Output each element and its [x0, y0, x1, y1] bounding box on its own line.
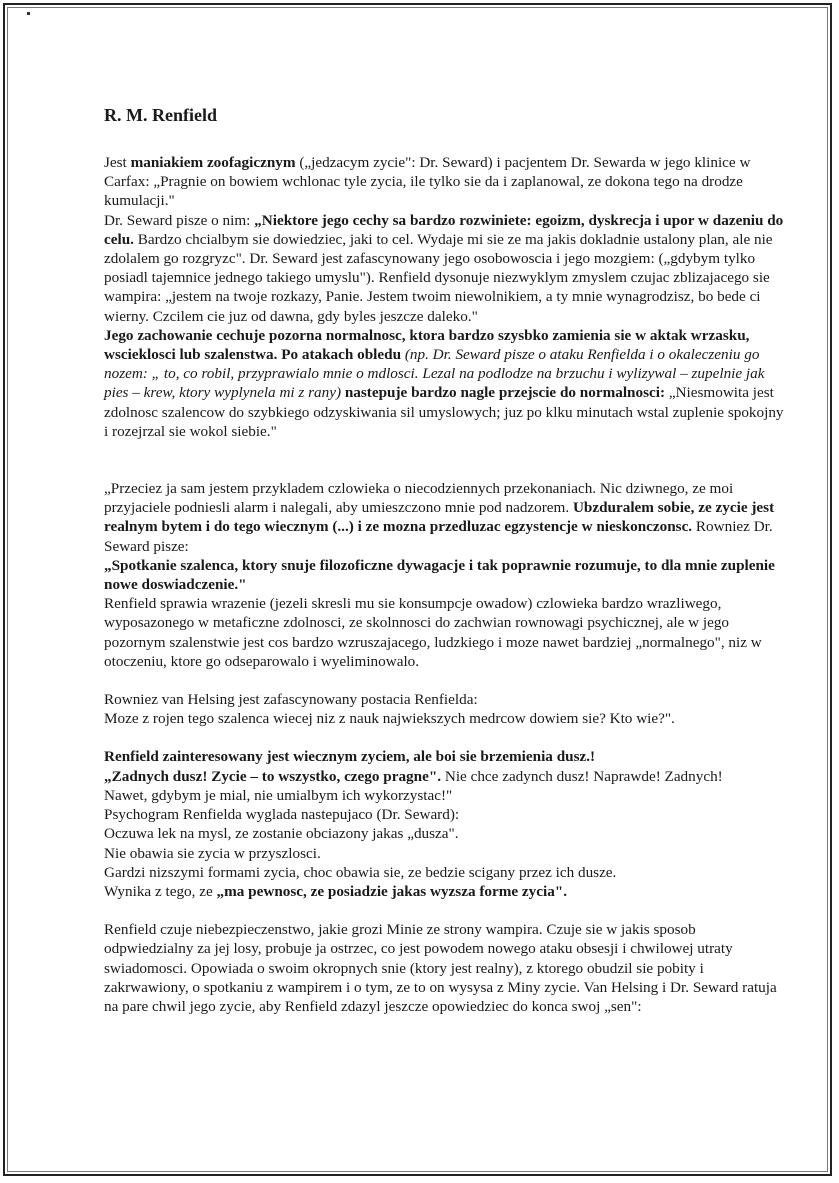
text: Moze z rojen tego szalenca wiecej niz z nauk najwiekszych medrcow dowiem sie? Kto wie?".: [104, 710, 675, 728]
text: „Niesmowita jest zdolnosc szalencow do szybkiego odzyskiwania sil umyslowych; juz po klku minutach wstal zuplenie spokojny i rozejrzal sie wokol siebie.": [104, 384, 784, 440]
paragraph-quote-convictions: [104, 479, 784, 556]
bold-text: „Niektore jego cechy sa bardzo rozwiniete: egoizm, dyskrecja i upor w dazeniu do celu.: [104, 211, 784, 248]
page-title: R. M. Renfield: [104, 105, 217, 125]
text: Rowniez van Helsing jest zafascynowany postacia Renfielda:: [104, 691, 478, 709]
text: Nie obawia sie zycia w przyszlosci.: [104, 844, 321, 862]
text: Jest: [104, 154, 131, 171]
text: Oczuwa lek na mysl, ze zostanie obciazony jakas „dusza".: [104, 825, 459, 843]
bold-text: „Zadnych dusz! Zycie – to wszystko, czego pragne".: [104, 767, 442, 785]
document-body: [104, 104, 784, 1016]
paragraph-behavior: [104, 326, 784, 441]
text: („jedzacym zycie": Dr. Seward) i pacjentem Dr. Sewarda w jego klinice w Carfax: „Pragnie on bowiem wchlonac tyle zycia, ile tylko sie da i zaplanowal, ze dokona tego na drodze kumulacji.": [104, 154, 751, 210]
bold-text: nastepuje bardzo nagle przejscie do normalnosci:: [341, 384, 666, 402]
paragraph-impression: Renfield sprawia wrazenie (jezeli skresli mu sie konsumpcje owadow) czlowieka bardzo wrazliwego, wyposazonego w metaficzne zdolnosci, ze skolnnosci do zachwian rownowagi psychicznej, ale w jego pozornym szalenstwie jest cos bardzo wzruszajacego, ludzkiego i moze nawet bardziej „normalnego", niz w otoczeniu, ktore go odseparowalo i wyeliminowalo.: [104, 595, 762, 670]
paragraph-mina: Renfield czuje niebezpieczenstwo, jakie grozi Minie ze strony wampira. Czuje sie w jakis sposob odpwiedzialny za jej losy, probuje ja ostrzec, co jest powodem nowego ataku obsesji i chwilowej utraty swiadomosci. Opowiada o swoim okropnych snie (ktory jest realny), z ktorego obudzil sie pobity i zakrwawiony, o spotkaniu z wampirem i o tym, ze to on wysysa z Miny zycie. Van Helsing i Dr. Seward ratuja na pare chwil jego zycie, aby Renfield zdazyl jeszcze opowiedziec do konca swoj „sen":: [104, 921, 777, 1015]
text: „Przeciez ja sam jestem przykladem czlowieka o niecodziennych przekonaniach. Nic dziwnego, ze moi przyjaciele podniesli alarm i nalegali, aby umieszczono mnie pod nadzorem.: [104, 480, 734, 517]
bold-text: Jego zachowanie cechuje pozorna normalnosc, ktora bardzo szysbko zamienia sie w aktak wrzasku, wscieklosci lub szalenstwa. Po atakach obledu: [104, 326, 750, 364]
bold-text: „ma pewnosc, ze posiadzie jakas wyzsza forme zycia".: [216, 882, 568, 900]
text: Bardzo chcialbym sie dowiedziec, jaki to cel. Wydaje mi sie ze ma jakis dokladnie ustalony plan, ale nie zdolalem go rozgryzc". Dr. Seward jest zafascynowany jego osobowoscia i jego mozgiem: („gdybym tylko posiadl tajemnice jednego takiego umyslu"). Renfield dysonuje niezwyklym zmyslem czujac zblizajacego sie wampira: „jestem na twoje rozkazy, Panie. Jestem twoim niewolnikiem, a ty mnie wynagrodzisz, bo bede ci wierny. Czcilem cie juz od dawna, gdy byles jeszcze daleko.": [104, 230, 773, 325]
text: Nawet, gdybym je mial, nie umialbym ich wykorzystac!": [104, 786, 453, 804]
paragraph-seward-on-renfield: [104, 211, 784, 326]
paragraph-souls: [104, 747, 784, 901]
bold-text: Ubzduralem sobie, ze zycie jest realnym bytem i do tego wiecznym (...) i ze mozna przedluzac egzystencje w nieskonczonsc.: [104, 499, 775, 536]
paragraph-seward-quote: „Spotkanie szalenca, ktory snuje filozoficzne dywagacje i tak poprawnie rozumuje, to dla mnie zuplenie nowe doswiadczenie.": [104, 556, 775, 594]
text: Wynika z tego, ze: [104, 882, 217, 900]
text: Dr. Seward pisze o nim:: [104, 211, 255, 229]
scan-speck: [27, 12, 30, 15]
bold-text: maniakiem zoofagicznym: [130, 154, 296, 171]
text: Gardzi nizszymi formami zycia, choc obawia sie, ze bedzie scigany przez ich dusze.: [104, 863, 617, 881]
text: Psychogram Renfielda wyglada nastepujaco (Dr. Seward):: [104, 806, 460, 824]
paragraph-van-helsing: [104, 690, 784, 728]
paragraph-intro: [104, 153, 784, 211]
bold-text: Renfield zainteresowany jest wiecznym zyciem, ale boi sie brzemienia dusz.!: [104, 748, 596, 766]
text: Rowniez Dr. Seward pisze:: [104, 518, 773, 555]
italic-text: (np. Dr. Seward pisze o ataku Renfielda i o okaleczeniu go nozem: „ to, co robil, przyprawialo mnie o mdlosci. Lezal na podlodze na brzuchu i wylizywal – zupelnie jak pies – krew, ktory wyplynela mi z rany): [104, 346, 765, 402]
text: Nie chce zadynch dusz! Naprawde! Zadnych!: [441, 767, 723, 785]
